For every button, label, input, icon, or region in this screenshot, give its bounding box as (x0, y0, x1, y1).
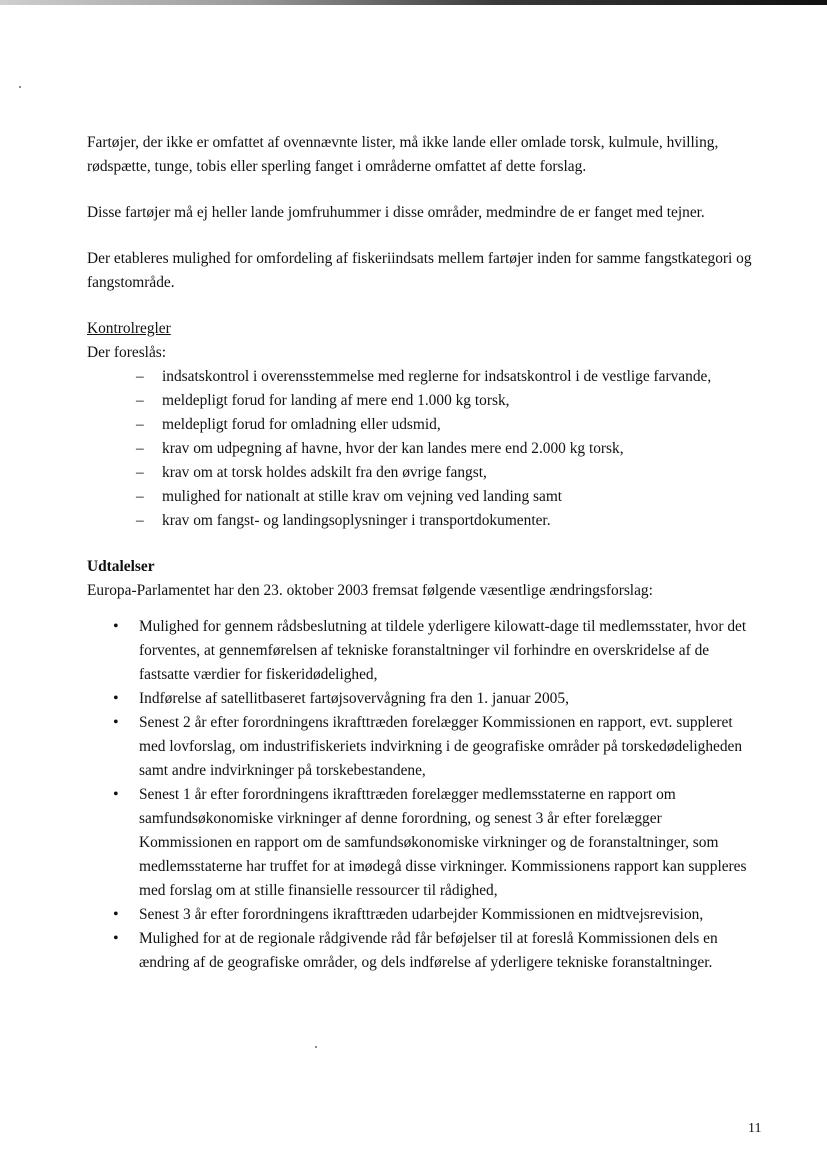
heading-udtalelser: Udtalelser (87, 558, 155, 575)
kontrol-intro: Der foreslås: (87, 344, 167, 361)
scan-top-edge (0, 0, 827, 5)
udtalelser-list (87, 615, 755, 975)
scan-speck (315, 1046, 317, 1048)
list-item: • Mulighed for at de regionale rådgivende råd får beføjelser til at foreslå Kommissionen dels en ændring af de geografiske områder, og dels indførelse af yderligere tekniske foranstaltninger. (139, 927, 755, 975)
kontrol-list (87, 365, 755, 533)
list-item: – krav om udpegning af havne, hvor der kan landes mere end 2.000 kg torsk, (162, 437, 755, 461)
list-item: – krav om fangst- og landingsoplysninger i transportdokumenter. (162, 509, 755, 533)
page-number: 11 (748, 1121, 762, 1136)
udtalelser-intro: Europa-Parlamentet har den 23. oktober 2003 fremsat følgende væsentlige ændringsforslag: (87, 582, 653, 599)
list-item: • Senest 2 år efter forordningens ikrafttræden forelægger Kommissionen en rapport, evt. suppleret med lovforslag, om industrifiskeriets indvirkning i de geografiske områder på torskedødeligheden samt andre indvirkninger på torskebestandene, (139, 711, 755, 783)
list-item: • Senest 3 år efter forordningens ikrafttræden udarbejder Kommissionen en midtvejsrevision, (139, 903, 755, 927)
paragraph-omfordeling: Der etableres mulighed for omfordeling af fiskeriindsats mellem fartøjer inden for samme fangstkategori og fangstområde. (87, 250, 752, 291)
paragraph-fartojer: Fartøjer, der ikke er omfattet af ovennævnte lister, må ikke lande eller omlade torsk, kulmule, hvilling, rødspætte, tunge, tobis eller sperling fanget i områderne omfattet af dette forslag. (87, 134, 719, 175)
list-item: • Senest 1 år efter forordningens ikrafttræden forelægger medlemsstaterne en rapport om samfundsøkonomiske virkninger af denne forordning, og senest 3 år efter forelægger Kommissionen en rapport om de samfundsøkonomiske virkninger og de foranstaltninger, som medlemsstaterne har truffet for at imødegå disse virkninger. Kommissionens rapport kan suppleres med forslag om at stille finansielle ressourcer til rådighed, (139, 783, 755, 903)
heading-kontrolregler: Kontrolregler (87, 320, 171, 337)
scan-speck (19, 86, 21, 88)
list-item: – meldepligt forud for omladning eller udsmid, (162, 413, 755, 437)
list-item: • Indførelse af satellitbaseret fartøjsovervågning fra den 1. januar 2005, (139, 687, 755, 711)
list-item: • Mulighed for gennem rådsbeslutning at tildele yderligere kilowatt-dage til medlemsstater, hvor det forventes, at gennemførelsen af tekniske foranstaltninger vil forhindre en overskridelse af de fastsatte værdier for fiskeridødelighed, (139, 615, 755, 687)
list-item: – mulighed for nationalt at stille krav om vejning ved landing samt (162, 485, 755, 509)
document-body (87, 131, 755, 975)
list-item: – indsatskontrol i overensstemmelse med reglerne for indsatskontrol i de vestlige farvande, (162, 365, 755, 389)
list-item: – meldepligt forud for landing af mere end 1.000 kg torsk, (162, 389, 755, 413)
list-item: – krav om at torsk holdes adskilt fra den øvrige fangst, (162, 461, 755, 485)
paragraph-jomfruhummer: Disse fartøjer må ej heller lande jomfruhummer i disse områder, medmindre de er fanget med tejner. (87, 204, 705, 221)
